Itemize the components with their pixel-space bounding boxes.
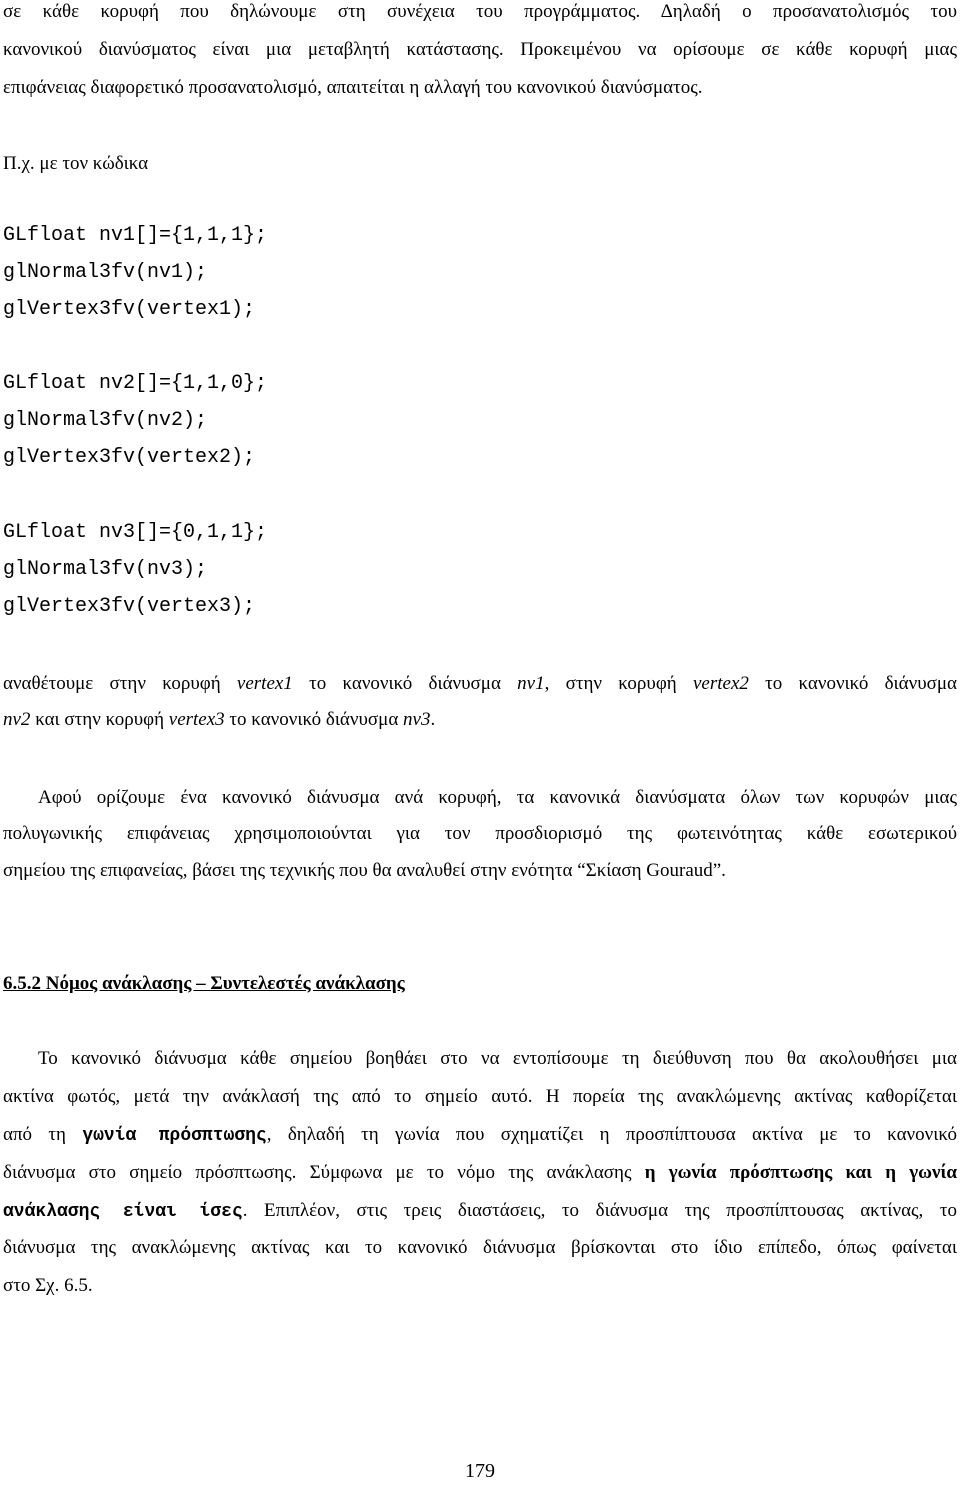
page-number: 179: [465, 1460, 495, 1482]
text: , στην κορυφή: [544, 673, 693, 694]
reflection-line-6: διάνυσμα της ανακλώμενης ακτίνας και το κανονικό διάνυσμα βρίσκονται στο ίδιο επίπεδο, όπως φαίνεται: [3, 1237, 957, 1258]
code-line: GLfloat nv2[]={1,1,0};: [3, 372, 268, 395]
normal-name: nv3: [403, 709, 431, 730]
text: το κανονικό διάνυσμα: [748, 673, 957, 694]
law-statement: ανάκλασης είναι ίσες: [3, 1202, 243, 1222]
text: από τη: [3, 1124, 83, 1145]
vertex-name: vertex3: [168, 709, 225, 730]
text: το κανονικό διάνυσμα: [292, 673, 518, 694]
text: και στην κορυφή: [30, 709, 169, 730]
assign-line-2: [3, 706, 957, 734]
reflection-line-1: Το κανονικό διάνυσμα κάθε σημείου βοηθάει στο να εντοπίσουμε τη διεύθυνση που θα ακολουθήσει μια: [38, 1048, 957, 1069]
reflection-line-2: ακτίνα φωτός, μετά την ανάκλασή της από το σημείο αυτό. Η πορεία της ανακλώμενης ακτίνας καθορίζεται: [3, 1086, 957, 1107]
reflection-line-3: [3, 1121, 957, 1149]
vertex-name: vertex1: [236, 673, 293, 694]
code-line: glNormal3fv(nv3);: [3, 558, 208, 581]
code-line: glNormal3fv(nv1);: [3, 261, 208, 284]
text: , δηλαδή τη γωνία που σχηματίζει η προσπίπτουσα ακτίνα με το κανονικό: [266, 1124, 957, 1145]
reflection-line-5: [3, 1197, 957, 1225]
code-line: GLfloat nv3[]={0,1,1};: [3, 521, 268, 544]
text: αναθέτουμε στην κορυφή: [3, 673, 237, 694]
vertex-name: vertex2: [692, 673, 749, 694]
code-line: glNormal3fv(nv2);: [3, 409, 208, 432]
text: . Επιπλέον, στις τρεις διαστάσεις, το διάνυσμα της προσπίπτουσας ακτίνας, το: [242, 1200, 957, 1221]
example-intro: Π.χ. με τον κώδικα: [3, 153, 149, 174]
normal-name: nv2: [3, 709, 31, 730]
term-incidence-angle: γωνία πρόσπτωσης: [82, 1126, 267, 1146]
intro-line-2: κανονικού διανύσματος είναι μια μεταβλητή κατάστασης. Προκειμένου να ορίσουμε σε κάθε κορυφή μιας: [3, 39, 957, 60]
section-heading: 6.5.2 Νόμος ανάκλασης – Συντελεστές ανάκλασης: [3, 973, 405, 994]
gouraud-line-3: σημείου της επιφανείας, βάσει της τεχνικής που θα αναλυθεί στην ενότητα “Σκίαση Gouraud”.: [3, 860, 726, 881]
text: διάνυσμα στο σημείο πρόσπτωσης. Σύμφωνα με το νόμο της ανάκλασης: [3, 1162, 645, 1183]
code-line: GLfloat nv1[]={1,1,1};: [3, 224, 268, 247]
intro-line-3: επιφάνειας διαφορετικό προσανατολισμό, απαιτείται η αλλαγή του κανονικού διανύσματος.: [3, 77, 703, 98]
code-line: glVertex3fv(vertex1);: [3, 298, 256, 321]
intro-line-1: σε κάθε κορυφή που δηλώνουμε στη συνέχεια του προγράμματος. Δηλαδή ο προσανατολισμός του: [3, 1, 957, 22]
code-line: glVertex3fv(vertex2);: [3, 446, 256, 469]
normal-name: nv1: [517, 673, 545, 694]
gouraud-line-2: πολυγωνικής επιφάνειας χρησιμοποιούνται για τον προσδιορισμό της φωτεινότητας κάθε εσωτερικού: [3, 823, 957, 844]
gouraud-line-1: Αφού ορίζουμε ένα κανονικό διάνυσμα ανά κορυφή, τα κανονικά διανύσματα όλων των κορυφών μιας: [38, 787, 957, 808]
law-statement: η γωνία πρόσπτωσης και η γωνία: [644, 1162, 957, 1183]
code-line: glVertex3fv(vertex3);: [3, 595, 256, 618]
reflection-line-7: στο Σχ. 6.5.: [3, 1275, 93, 1296]
assign-line-1: [3, 670, 957, 698]
reflection-line-4: [3, 1159, 957, 1187]
text: .: [430, 709, 436, 730]
text: το κανονικό διάνυσμα: [224, 709, 404, 730]
